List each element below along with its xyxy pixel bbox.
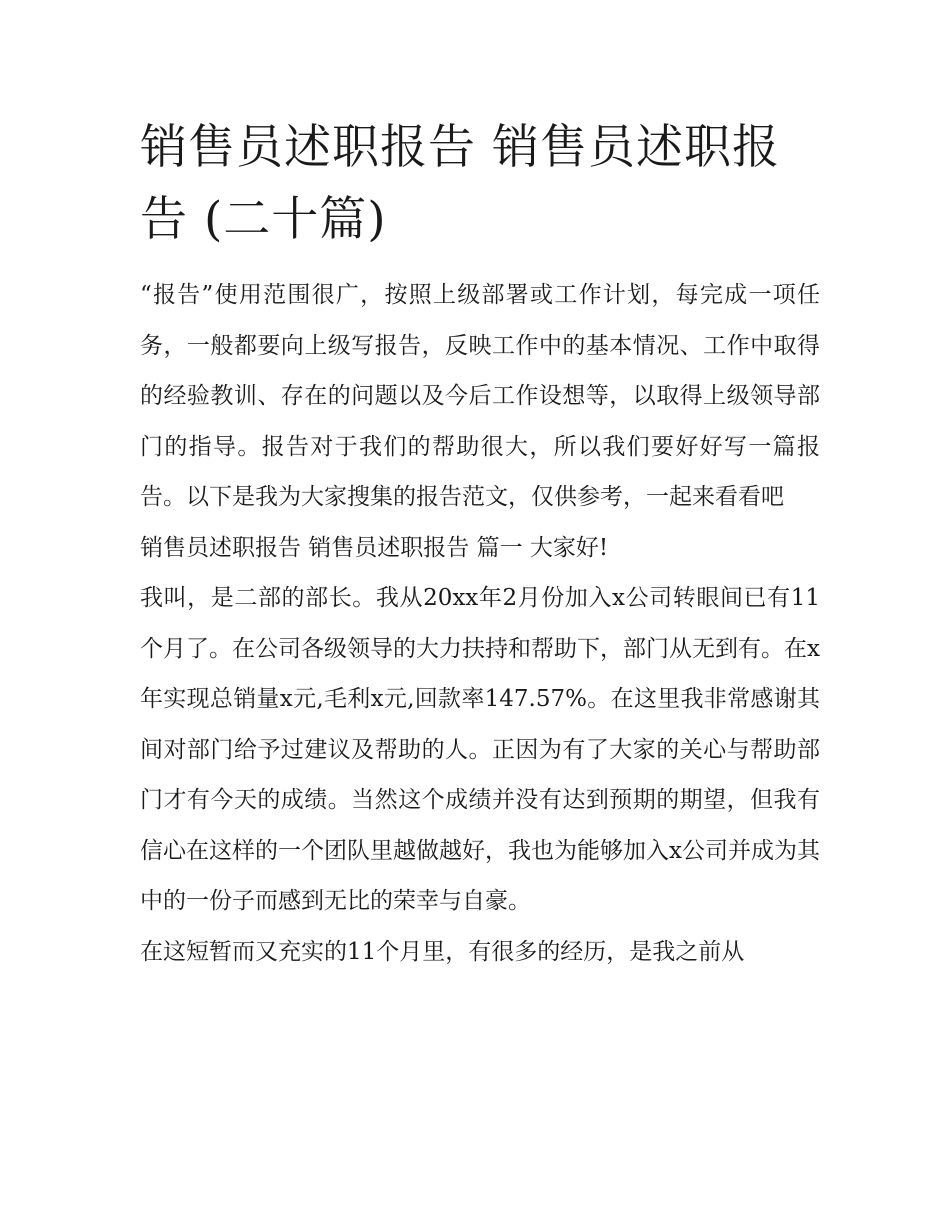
- body-paragraph-continued: 在这短暂而又充实的11个月里，有很多的经历，是我之前从: [140, 938, 745, 965]
- body-paragraph: 我叫，是二部的部长。我从20xx年2月份加入x公司转眼间已有11个月了。在公司各级领导的大力扶持和帮助下，部门从无到有。在x年实现总销量x元,毛利x元,回款率147.57%。在这里我非常感谢其间对部门给予过建议及帮助的人。正因为有了大家的关心与帮助部门才有今天的成绩。当然这个成绩并没有达到预期的期望，但我有信心在这样的一个团队里越做越好，我也为能够加入x公司并成为其中的一份子而感到无比的荣幸与自豪。: [140, 585, 820, 914]
- document-title: 销售员述职报告 销售员述职报告 (二十篇): [140, 120, 780, 247]
- intro-paragraph: “报告”使用范围很广，按照上级部署或工作计划，每完成一项任务，一般都要向上级写报告，反映工作中的基本情况、工作中取得的经验教训、存在的问题以及今后工作设想等，以取得上级领导部门的指导。报告对于我们的帮助很大，所以我们要好好写一篇报告。以下是我为大家搜集的报告范文，仅供参考，一起来看看吧: [140, 282, 820, 510]
- section-heading-paragraph: 销售员述职报告 销售员述职报告 篇一 大家好!: [140, 534, 609, 561]
- document-page: [140, 112, 820, 977]
